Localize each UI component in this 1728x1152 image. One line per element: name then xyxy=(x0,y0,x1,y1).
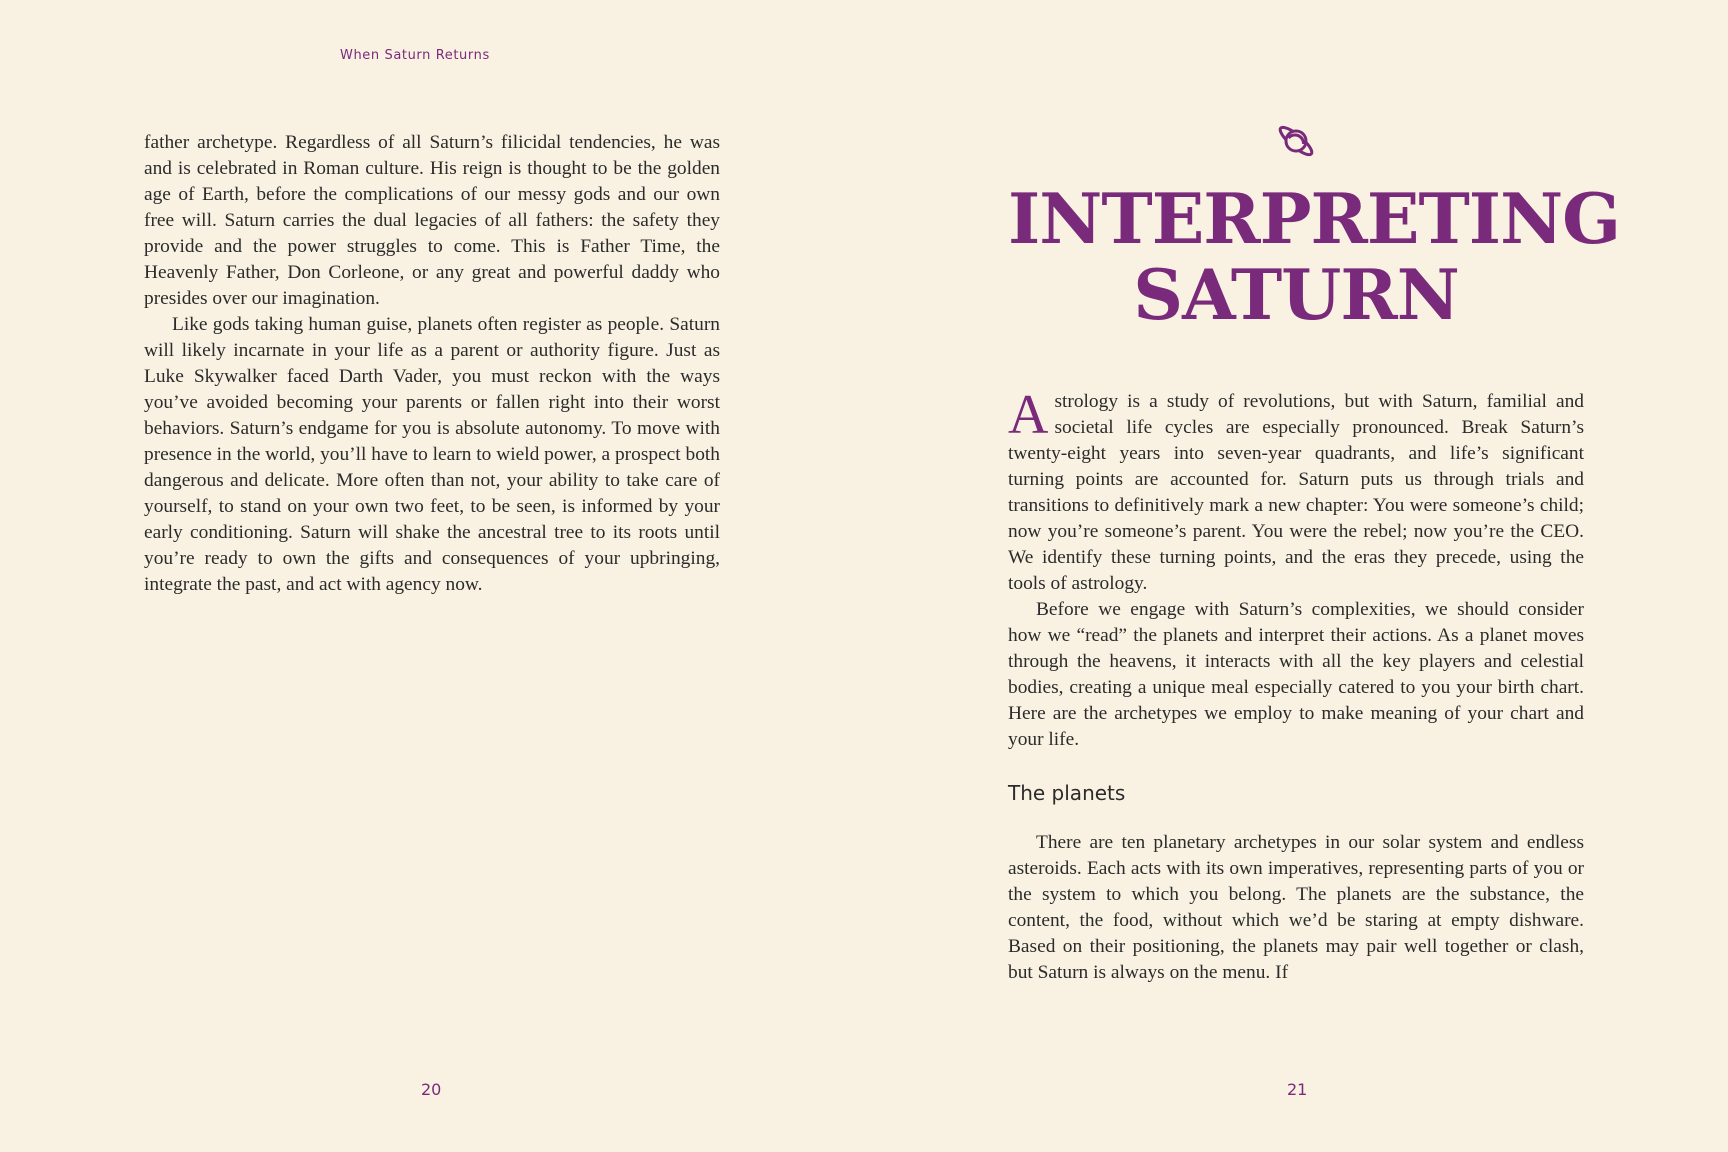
left-paragraph-2: Like gods taking human guise, planets often register as people. Saturn will likely incarnate in your life as a parent or authority figure. Just as Luke Skywalker faced Darth Vader, you must reckon with the ways you’ve avoided becoming your parents or fallen right into their worst behaviors. Saturn’s endgame for you is absolute autonomy. To move with presence in the world, you’ll have to learn to wield power, a prospect both dangerous and delicate. More often than not, your ability to take care of yourself, to stand on your own two feet, to be seen, is informed by your early conditioning. Saturn will shake the ancestral tree to its roots until you’re ready to own the gifts and consequences of your upbringing, integrate the past, and act with agency now. xyxy=(144,314,720,595)
drop-cap: A xyxy=(1008,384,1049,446)
left-paragraph-1: father archetype. Regardless of all Saturn’s filicidal tendencies, he was and is celebrated in Roman culture. His reign is thought to be the golden age of Earth, before the complications of our messy gods and our own free will. Saturn carries the dual legacies of all fathers: the safety they provide and the power struggles to come. This is Father Time, the Heavenly Father, Don Corleone, or any great and powerful daddy who presides over our imagination. xyxy=(144,132,720,309)
intro-paragraph-1 xyxy=(1008,384,1584,597)
section-body xyxy=(1008,830,1584,986)
intro-paragraph-2: Before we engage with Saturn’s complexities, we should consider how we “read” the planets and interpret their actions. As a planet moves through the heavens, it interacts with all the key players and celestial bodies, creating a unique meal especially catered to you your birth chart. Here are the archetypes we employ to make meaning of your chart and your life. xyxy=(1008,599,1584,750)
chapter-intro xyxy=(1008,384,1584,753)
intro-paragraph-1-text: strology is a study of revolutions, but with Saturn, familial and societal life cycles are especially pronounced. Break Saturn’s twenty-eight years into seven-year quadrants, and life’s significant turning points are accounted for. Saturn puts us through trials and transitions to definitively mark a new chapter: You were someone’s child; now you’re someone’s parent. You were the rebel; now you’re the CEO. We identify these turning points, and the eras they precede, using the tools of astrology. xyxy=(1008,391,1584,594)
saturn-planet-icon xyxy=(1272,117,1320,165)
running-head: When Saturn Returns xyxy=(340,48,490,63)
section-heading: The planets xyxy=(1008,781,1126,805)
section-paragraph: There are ten planetary archetypes in our solar system and endless asteroids. Each acts with its own imperatives, representing parts of you or the system to which you belong. The planets are the substance, the content, the food, without which we’d be staring at empty dishware. Based on their positioning, the planets may pair well together or clash, but Saturn is always on the menu. If xyxy=(1008,832,1584,983)
page-number-right: 21 xyxy=(1287,1080,1308,1099)
chapter-title: INTERPRETING SATURN xyxy=(1008,179,1621,336)
left-page-body xyxy=(144,130,720,598)
page-number-left: 20 xyxy=(421,1080,442,1099)
